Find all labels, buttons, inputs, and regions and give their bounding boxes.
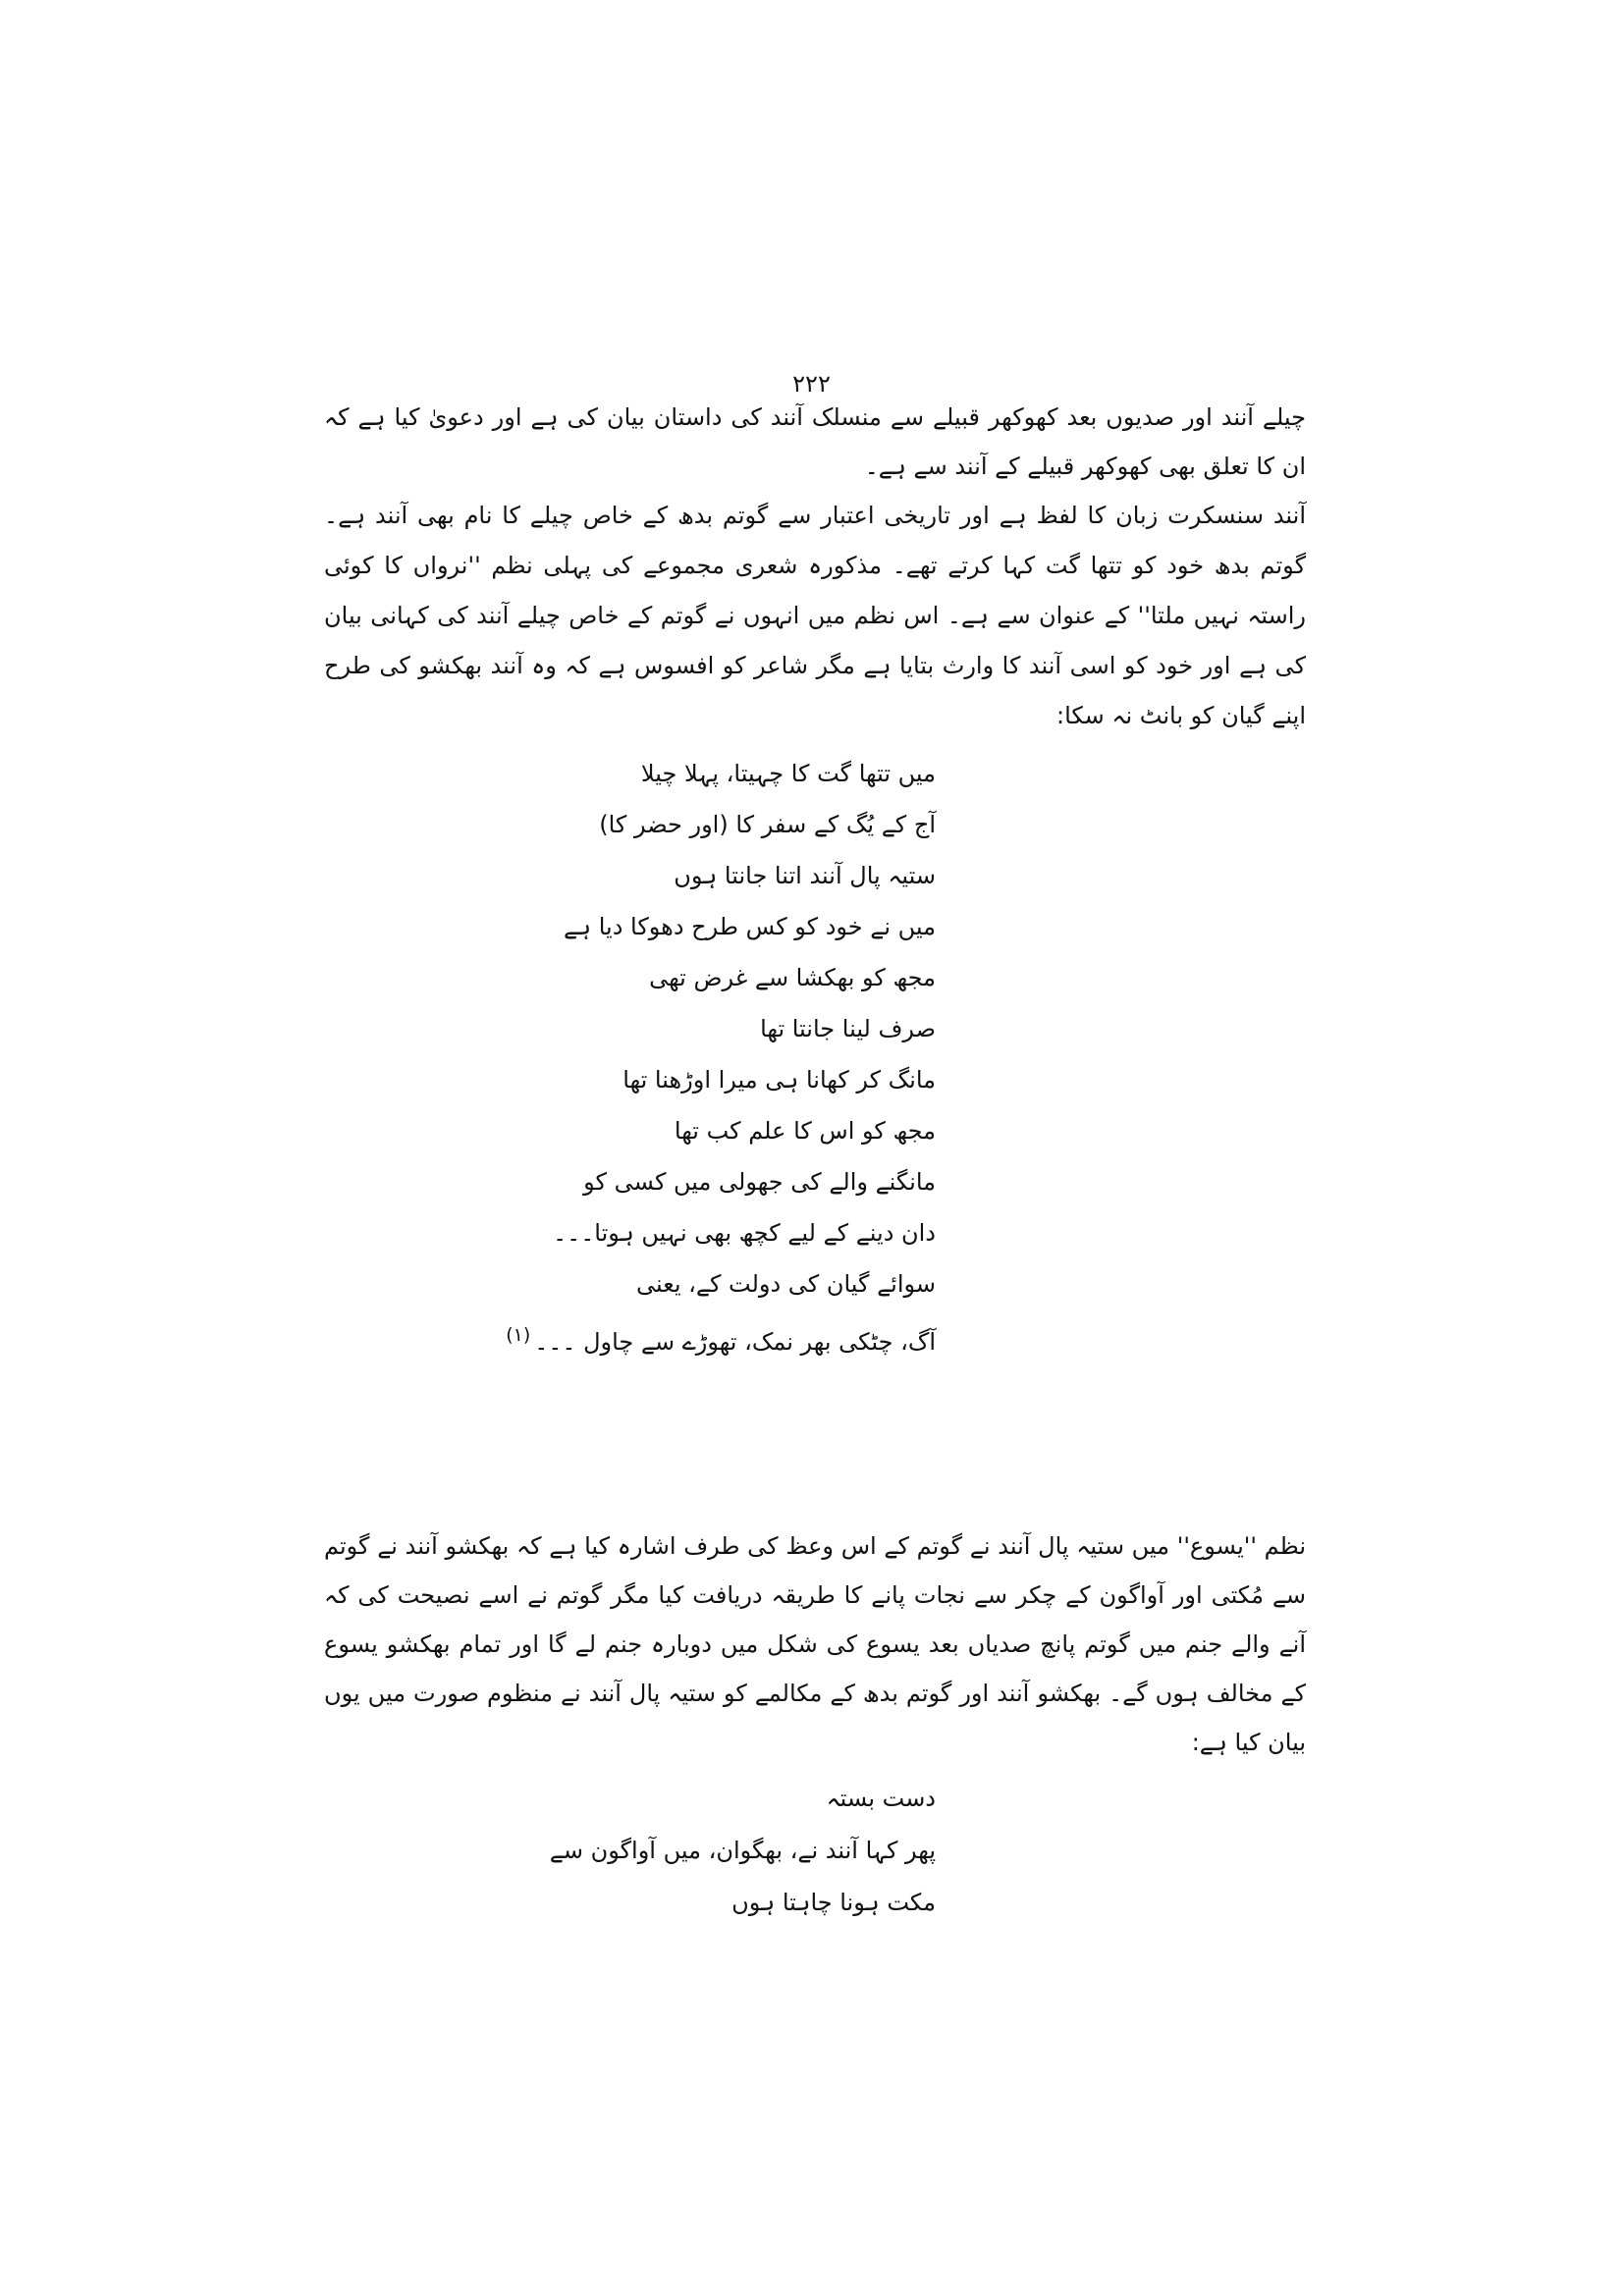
- poem-1-line: سوائے گیان کی دولت کے، یعنی: [636, 1270, 936, 1298]
- poem-1-line: مانگ کر کھانا ہی میرا اوڑھنا تھا: [622, 1066, 936, 1094]
- poem-1-line: آج کے یُگ کے سفر کا (اور حضر کا): [599, 811, 936, 838]
- poem-1-line: مانگنے والے کی جھولی میں کسی کو: [583, 1168, 936, 1196]
- paragraph-2: آنند سنسکرت زبان کا لفظ ہے اور تاریخی اعتبار سے گوتم بدھ کے خاص چیلے کا نام بھی آنند ہے۔ گوتم بدھ خود کو تتھا گت کہا کرتے تھے۔ مذکورہ شعری مجموعے کی پہلی نظم ''نرواں کا کوئی راستہ نہیں ملتا'' کے عنوان سے ہے۔ اس نظم میں انہوں نے گوتم کے خاص چیلے آنند کی کہانی بیان کی ہے اور خود کو اسی آنند کا وارث بتایا ہے مگر شاعر کو افسوس ہے کہ وہ آنند بھکشو کی طرح اپنے گیان کو بانٹ نہ سکا:: [324, 502, 1306, 729]
- poem-1-line: میں نے خود کو کس طرح دھوکا دیا ہے: [563, 913, 936, 940]
- poem-2-line: مکت ہونا چاہتا ہوں: [731, 1889, 936, 1916]
- footnote-marker: (۱): [506, 1324, 531, 1346]
- poem-2-line: دست بستہ: [826, 1785, 936, 1812]
- poem-1-line: دان دینے کے لیے کچھ بھی نہیں ہوتا۔۔۔: [553, 1219, 936, 1247]
- poem-1-line: ستیہ پال آنند اتنا جانتا ہوں: [674, 862, 936, 889]
- poem-1-line: صرف لینا جانتا تھا: [760, 1015, 936, 1042]
- poem-1-line: میں تتھا گت کا چہیتا، پہلا چیلا: [640, 760, 936, 787]
- poem-2-line: پھر کہا آنند نے، بھگوان، میں آواگون سے: [549, 1837, 936, 1864]
- poem-2: [550, 1773, 936, 1929]
- poem-1-line-text: آگ، چٹکی بھر نمک، تھوڑے سے چاول ۔۔۔: [534, 1328, 936, 1356]
- paragraph-1: چیلے آنند اور صدیوں بعد کھوکھر قبیلے سے منسلک آنند کی داستان بیان کی ہے اور دعویٰ کیا ہے کہ ان کا تعلق بھی کھوکھر قبیلے کے آنند سے ہے۔: [324, 403, 1306, 480]
- poem-1-line: مجھ کو بھکشا سے غرض تھی: [649, 964, 936, 991]
- poem-1-last-line: [506, 1309, 936, 1367]
- paragraph-3: نظم ''یسوع'' میں ستیہ پال آنند نے گوتم کے اس وعظ کی طرف اشارہ کیا ہے کہ بھکشو آنند نے گوتم سے مُکتی اور آواگون کے چکر سے نجات پانے کا طریقہ دریافت کیا مگر گوتم نے اسے نصیحت کی کہ آنے والے جنم میں گوتم پانچ صدیاں بعد یسوع کی شکل میں دوبارہ جنم لے گا اور تمام بھکشو یسوع کے مخالف ہوں گے۔ بھکشو آنند اور گوتم بدھ کے مکالمے کو ستیہ پال آنند نے منظوم صورت میں یوں بیان کیا ہے:: [324, 1532, 1306, 1756]
- poem-1-line: مجھ کو اس کا علم کب تھا: [674, 1117, 936, 1145]
- poem-1: [506, 748, 936, 1367]
- page-number: ۲۲۲: [792, 370, 831, 398]
